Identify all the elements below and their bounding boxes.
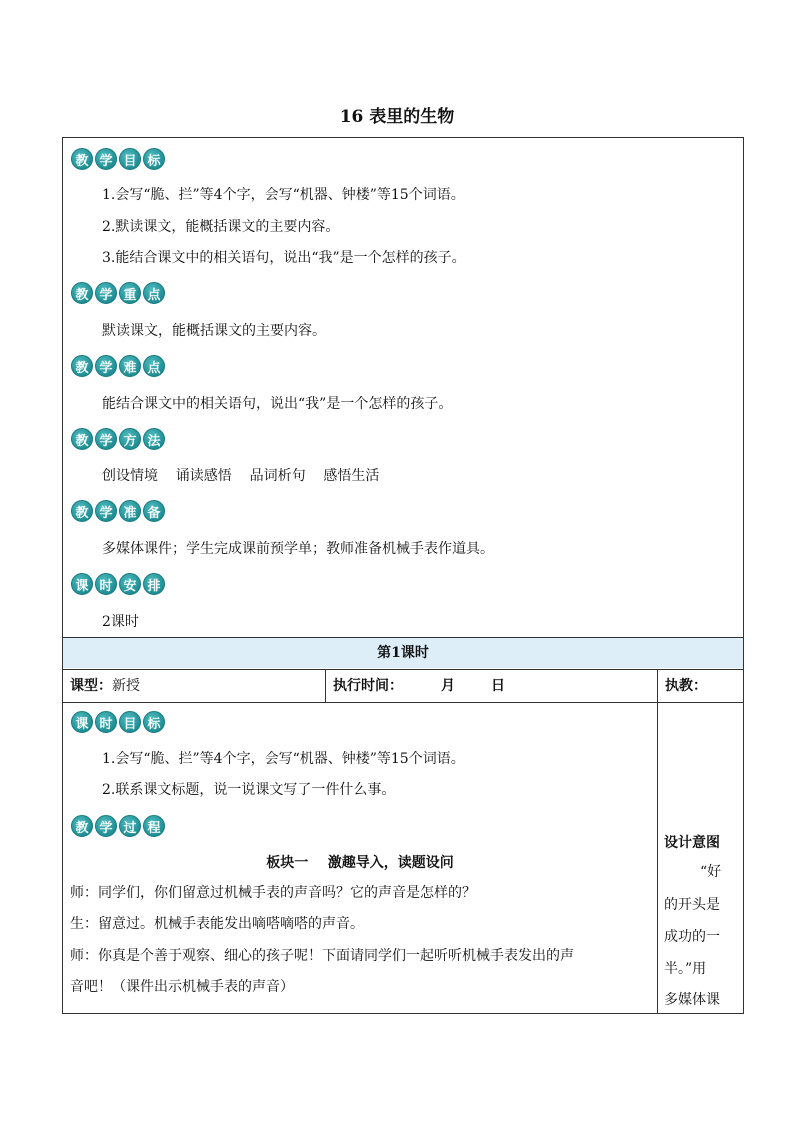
heading-char: 重 [119,282,141,304]
schedule-text: 2课时 [102,614,139,630]
day-label: 日 [491,678,505,694]
execution-time [333,676,505,696]
design-intent-line: 成功的一 [664,929,720,945]
heading-char: 法 [143,428,165,450]
heading-char: 准 [119,500,141,522]
heading-char: 学 [95,428,117,450]
heading-char: 标 [143,711,165,733]
lesson-goal-item: 2.联系课文标题，说一说课文写了一件什么事。 [102,782,396,798]
heading-char: 程 [143,815,165,837]
preparation-text: 多媒体课件；学生完成课前预学单；教师准备机械手表作道具。 [102,541,494,557]
design-intent-line: “好 [700,864,722,880]
month-label: 月 [441,678,455,694]
heading-char: 备 [143,500,165,522]
methods-heading [71,428,165,452]
heading-char: 安 [119,573,141,595]
table-divider [62,702,744,703]
dialogue-line: 音吧！（课件出示机械手表的声音） [70,979,294,995]
key-points-heading [71,282,165,306]
lesson-type-value: 新授 [112,678,140,694]
design-intent-line: 多媒体课 [664,992,720,1008]
teacher-label: 执教： [665,678,707,694]
block-title: 板块一 激趣导入，读题设问 [266,855,454,871]
objective-item: 2.默读课文，能概括课文的主要内容。 [102,219,340,235]
heading-char: 教 [71,500,93,522]
schedule-heading [71,573,165,597]
table-divider [325,669,326,702]
heading-char: 学 [95,148,117,170]
lesson-type [70,676,140,696]
lesson-goals-heading [71,711,165,735]
heading-char: 目 [119,148,141,170]
table-divider [657,669,658,1014]
heading-char: 难 [119,355,141,377]
lesson-type-label: 课型： [70,678,112,694]
heading-char: 时 [95,573,117,595]
heading-char: 教 [71,148,93,170]
heading-char: 学 [95,355,117,377]
difficulties-heading [71,355,165,379]
dialogue-line: 生：留意过。机械手表能发出嘀嗒嘀嗒的声音。 [70,916,364,932]
methods-text: 创设情境 诵读感悟 品词析句 感悟生活 [102,468,380,484]
dialogue-line: 师：你真是个善于观察、细心的孩子呢！下面请同学们一起听听机械手表发出的声 [70,948,574,964]
heading-char: 教 [71,815,93,837]
heading-char: 学 [95,500,117,522]
design-intent-title: 设计意图 [664,835,720,851]
lesson-goal-item: 1.会写“脆、拦”等4个字，会写“机器、钟楼”等15个词语。 [102,751,465,767]
heading-char: 教 [71,355,93,377]
heading-char: 课 [71,573,93,595]
process-heading [71,815,165,839]
dialogue-line: 师：同学们，你们留意过机械手表的声音吗？它的声音是怎样的？ [70,885,476,901]
key-points-text: 默读课文，能概括课文的主要内容。 [102,323,326,339]
heading-char: 点 [143,282,165,304]
preparation-heading [71,500,165,524]
lesson-band-title: 第1课时 [377,645,429,661]
heading-char: 学 [95,815,117,837]
page-title: 16 表里的生物 [339,107,455,127]
heading-char: 排 [143,573,165,595]
objective-item: 3.能结合课文中的相关语句，说出“我”是一个怎样的孩子。 [102,250,466,266]
objectives-heading [71,148,165,172]
heading-char: 教 [71,428,93,450]
heading-char: 学 [95,282,117,304]
heading-char: 目 [119,711,141,733]
heading-char: 点 [143,355,165,377]
heading-char: 标 [143,148,165,170]
objective-item: 1.会写“脆、拦”等4个字，会写“机器、钟楼”等15个词语。 [102,187,465,203]
execution-time-label: 执行时间： [333,678,403,694]
design-intent-line: 的开头是 [664,897,720,913]
heading-char: 方 [119,428,141,450]
heading-char: 课 [71,711,93,733]
table-divider [62,669,744,670]
heading-char: 教 [71,282,93,304]
difficulties-text: 能结合课文中的相关语句，说出“我”是一个怎样的孩子。 [102,396,453,412]
design-intent-line: 半。”用 [664,961,707,977]
heading-char: 时 [95,711,117,733]
heading-char: 过 [119,815,141,837]
